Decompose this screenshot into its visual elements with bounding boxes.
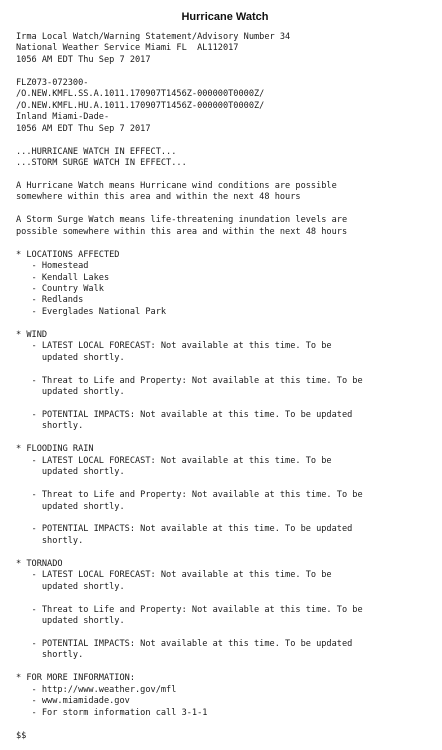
flooding-rain-threat: - Threat to Life and Property: Not available at this time. To be bbox=[16, 490, 363, 501]
flooding-rain-threat: updated shortly. bbox=[16, 501, 125, 512]
headline: ...HURRICANE WATCH IN EFFECT... bbox=[16, 146, 177, 157]
info-item: - www.miamidade.gov bbox=[16, 696, 130, 707]
tornado-impacts: - POTENTIAL IMPACTS: Not available at this time. To be updated bbox=[16, 639, 353, 650]
product-line: /O.NEW.KMFL.HU.A.1011.170907T1456Z-000000T0000Z/ bbox=[16, 100, 265, 111]
wind-threat: updated shortly. bbox=[16, 387, 125, 398]
tornado-forecast: updated shortly. bbox=[16, 581, 125, 592]
wind-impacts: - POTENTIAL IMPACTS: Not available at this time. To be updated bbox=[16, 409, 353, 420]
flooding-rain-impacts: - POTENTIAL IMPACTS: Not available at this time. To be updated bbox=[16, 524, 353, 535]
product-line: Inland Miami-Dade- bbox=[16, 112, 110, 123]
flooding-rain-forecast: updated shortly. bbox=[16, 467, 125, 478]
header-line: National Weather Service Miami FL AL112017 bbox=[16, 43, 239, 54]
product-line: 1056 AM EDT Thu Sep 7 2017 bbox=[16, 123, 151, 134]
product-line: /O.NEW.KMFL.SS.A.1011.170907T1456Z-000000T0000Z/ bbox=[16, 89, 265, 100]
flooding-rain-forecast: - LATEST LOCAL FORECAST: Not available at this time. To be bbox=[16, 455, 332, 466]
tornado-forecast: - LATEST LOCAL FORECAST: Not available at this time. To be bbox=[16, 570, 332, 581]
location-item: - Homestead bbox=[16, 261, 89, 272]
bulletin-text bbox=[16, 32, 434, 742]
hurricane-watch-paragraph: A Hurricane Watch means Hurricane wind conditions are possible bbox=[16, 180, 337, 191]
page-title: Hurricane Watch bbox=[181, 11, 269, 23]
tornado-impacts: shortly. bbox=[16, 650, 84, 661]
location-item: - Kendall Lakes bbox=[16, 272, 110, 283]
info-item: - http://www.weather.gov/mfl bbox=[16, 684, 177, 695]
wind-forecast: - LATEST LOCAL FORECAST: Not available at this time. To be bbox=[16, 341, 332, 352]
wind-forecast: updated shortly. bbox=[16, 352, 125, 363]
section-heading-wind: * WIND bbox=[16, 329, 48, 340]
wind-threat: - Threat to Life and Property: Not available at this time. To be bbox=[16, 375, 363, 386]
location-item: - Redlands bbox=[16, 295, 84, 306]
storm-surge-paragraph: possible somewhere within this area and within the next 48 hours bbox=[16, 226, 348, 237]
wind-impacts: shortly. bbox=[16, 421, 84, 432]
tornado-threat: updated shortly. bbox=[16, 616, 125, 627]
section-heading-more-info: * FOR MORE INFORMATION: bbox=[16, 673, 135, 684]
headline: ...STORM SURGE WATCH IN EFFECT... bbox=[16, 157, 187, 168]
product-line: FLZ073-072300- bbox=[16, 77, 89, 88]
end-marker: $$ bbox=[16, 730, 27, 741]
flooding-rain-impacts: shortly. bbox=[16, 535, 84, 546]
header-line: 1056 AM EDT Thu Sep 7 2017 bbox=[16, 54, 151, 65]
section-heading-locations: * LOCATIONS AFFECTED bbox=[16, 249, 120, 260]
section-heading-flooding-rain: * FLOODING RAIN bbox=[16, 444, 94, 455]
section-heading-tornado: * TORNADO bbox=[16, 558, 63, 569]
location-item: - Country Walk bbox=[16, 283, 104, 294]
info-item: - For storm information call 3-1-1 bbox=[16, 707, 208, 718]
header-line: Irma Local Watch/Warning Statement/Advisory Number 34 bbox=[16, 32, 291, 42]
storm-surge-paragraph: A Storm Surge Watch means life-threatening inundation levels are bbox=[16, 215, 348, 226]
hurricane-watch-paragraph: somewhere within this area and within the next 48 hours bbox=[16, 192, 301, 203]
location-item: - Everglades National Park bbox=[16, 306, 167, 317]
tornado-threat: - Threat to Life and Property: Not available at this time. To be bbox=[16, 604, 363, 615]
